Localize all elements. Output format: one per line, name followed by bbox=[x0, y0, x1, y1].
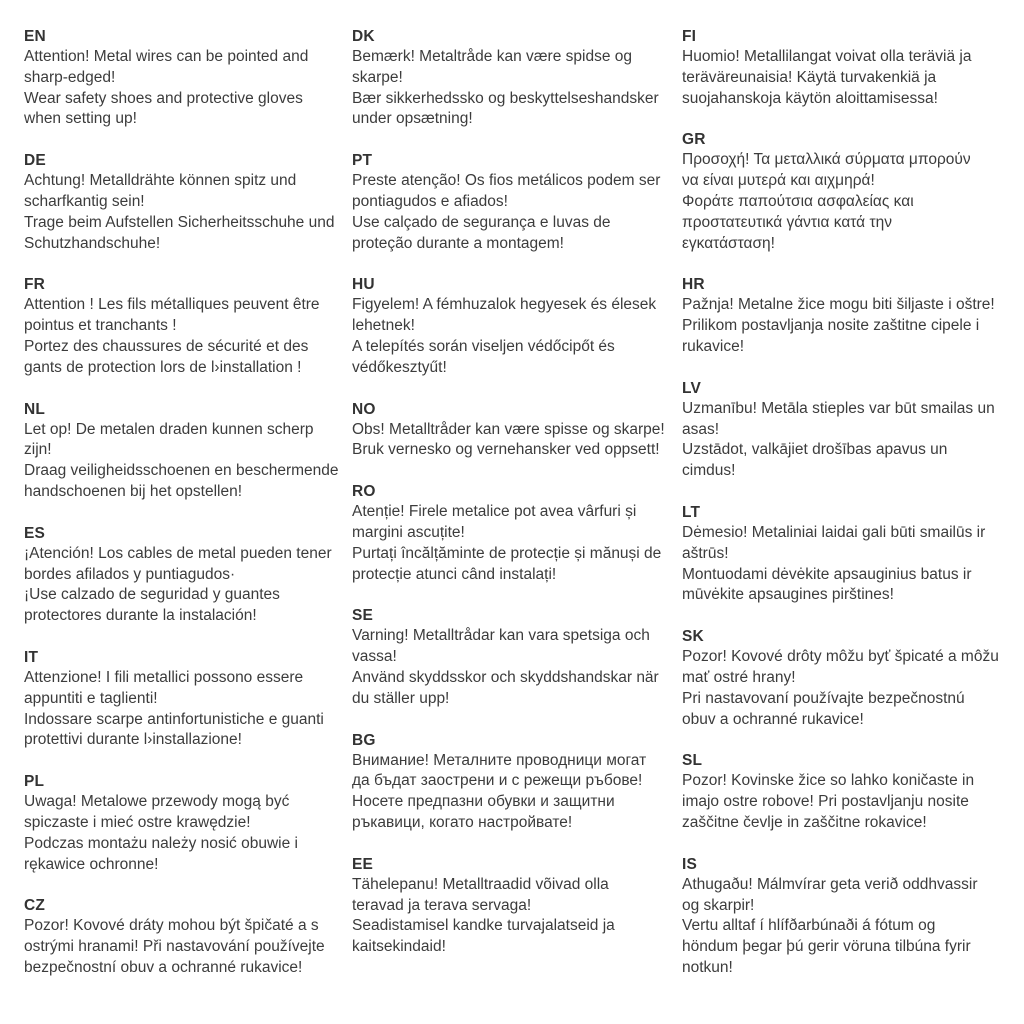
warning-line: appuntiti e taglienti! bbox=[24, 689, 158, 707]
warning-line: mať ostré hrany! bbox=[682, 668, 796, 686]
warning-line: sharp-edged! bbox=[24, 68, 116, 86]
warning-block-de bbox=[24, 150, 352, 254]
warning-line: Bemærk! Metaltråde kan være spidse og bbox=[352, 48, 632, 65]
warning-block-cz bbox=[24, 895, 352, 978]
warning-line: rukavice! bbox=[682, 337, 745, 355]
warning-line: teravad ja terava servaga! bbox=[352, 896, 532, 914]
warning-line: Seadistamisel kandke turvajalatseid ja bbox=[352, 917, 615, 935]
warning-line: Let op! De metalen draden kunnen scherp bbox=[24, 420, 314, 438]
language-code: PT bbox=[352, 152, 373, 170]
warning-line: Носете предпазни обувки и защитни bbox=[352, 793, 615, 811]
warning-block-no bbox=[352, 399, 682, 462]
warning-line: zijn! bbox=[24, 441, 52, 459]
warning-block-dk bbox=[352, 26, 682, 130]
warning-line: Tähelepanu! Metalltraadid võivad olla bbox=[352, 875, 609, 893]
warning-line: ostrými hranami! Při nastavování používejte bbox=[24, 938, 325, 956]
language-code: ES bbox=[24, 524, 46, 542]
warning-line: Athugaðu! Málmvírar geta verið oddhvassir bbox=[682, 875, 978, 893]
warning-block-hr bbox=[682, 274, 1024, 357]
warning-line: Uzstādot, valkājiet drošības apavus un bbox=[682, 441, 948, 459]
warning-line: Prilikom postavljanja nosite zaštitne cipele i bbox=[682, 317, 980, 335]
warning-line: zaščitne čevlje in zaščitne rokavice! bbox=[682, 813, 927, 831]
warning-line: Uwaga! Metalowe przewody mogą być bbox=[24, 793, 290, 811]
language-code: HU bbox=[352, 276, 375, 294]
language-code: SL bbox=[682, 752, 703, 770]
language-code: BG bbox=[352, 731, 376, 749]
warning-line: og skarpir! bbox=[682, 896, 755, 914]
warning-line: Indossare scarpe antinfortunistiche e guanti bbox=[24, 710, 324, 728]
warning-line: εγκατάσταση! bbox=[682, 234, 775, 252]
warning-block-sl bbox=[682, 750, 1024, 833]
warning-line: handschoenen bij het opstellen! bbox=[24, 482, 243, 500]
column-3 bbox=[682, 26, 1024, 1024]
warning-block-en bbox=[24, 26, 352, 130]
warning-block-lt bbox=[682, 502, 1024, 606]
language-code: IS bbox=[682, 855, 698, 873]
warning-line: да бъдат заострени и с режещи ръбове! bbox=[352, 772, 643, 790]
warning-line: Pozor! Kovové dráty mohou být špičaté a s bbox=[24, 917, 319, 935]
warning-line: ¡Use calzado de seguridad y guantes bbox=[24, 586, 280, 604]
warning-line: Uzmanību! Metāla stieples var būt smailas un bbox=[682, 399, 995, 417]
warning-line: teräväreunaisia! Käytä turvakenkiä ja bbox=[682, 68, 937, 86]
warning-line: protecție atunci când instalați! bbox=[352, 565, 557, 583]
language-code: SK bbox=[682, 628, 704, 646]
warning-line: cimdus! bbox=[682, 462, 736, 480]
warning-line: Pozor! Kovové drôty môžu byť špicaté a môžu bbox=[682, 648, 999, 666]
language-code: NL bbox=[24, 400, 46, 418]
warning-block-lv bbox=[682, 378, 1024, 482]
warning-line: Dėmesio! Metaliniai laidai gali būti smailūs ir bbox=[682, 523, 986, 541]
warning-line: aštrūs! bbox=[682, 544, 729, 562]
warning-line: gants de protection lors de l›installation ! bbox=[24, 358, 302, 376]
language-code: DK bbox=[352, 28, 375, 45]
warning-line: Huomio! Metallilangat voivat olla teräviä ja bbox=[682, 48, 972, 65]
language-code: PL bbox=[24, 773, 45, 791]
warning-line: obuv a ochranné rukavice! bbox=[682, 710, 864, 728]
warning-line: Attenzione! I fili metallici possono essere bbox=[24, 668, 304, 686]
language-code: RO bbox=[352, 483, 376, 501]
warning-line: proteção durante a montagem! bbox=[352, 234, 564, 252]
warning-line: Pri nastavovaní používajte bezpečnostnú bbox=[682, 689, 965, 707]
warning-line: Pozor! Kovinske žice so lahko koničaste in bbox=[682, 772, 975, 790]
warning-line: Använd skyddsskor och skyddshandskar när bbox=[352, 668, 659, 686]
warning-line: Pažnja! Metalne žice mogu biti šiljaste i oštre! bbox=[682, 296, 995, 314]
warning-line: asas! bbox=[682, 420, 720, 438]
warning-line: rękawice ochronne! bbox=[24, 855, 159, 873]
warning-line: Portez des chaussures de sécurité et des bbox=[24, 337, 309, 355]
warning-line: scharfkantig sein! bbox=[24, 192, 145, 210]
warning-line: Purtați încălțăminte de protecție și mănuși de bbox=[352, 544, 662, 562]
warning-block-hu bbox=[352, 274, 682, 378]
warning-line: Use calçado de segurança e luvas de bbox=[352, 213, 611, 231]
language-code: EE bbox=[352, 855, 374, 873]
language-code: FI bbox=[682, 28, 697, 45]
language-code: SE bbox=[352, 607, 374, 625]
warning-line: Obs! Metalltråder kan være spisse og skarpe! bbox=[352, 420, 665, 438]
warning-line: Podczas montażu należy nosić obuwie i bbox=[24, 834, 298, 852]
warning-line: Προσοχή! Τα μεταλλικά σύρματα μπορούν bbox=[682, 151, 971, 169]
warning-line: Trage beim Aufstellen Sicherheitsschuhe und bbox=[24, 213, 335, 231]
warning-line: Preste atenção! Os fios metálicos podem ser bbox=[352, 172, 661, 190]
warning-line: margini ascuțite! bbox=[352, 523, 465, 541]
warning-line: pointus et tranchants ! bbox=[24, 317, 177, 335]
language-code: DE bbox=[24, 152, 46, 170]
warning-block-is bbox=[682, 854, 1024, 979]
warning-block-bg bbox=[352, 730, 682, 834]
warning-line: Atenție! Firele metalice pot avea vârfuri și bbox=[352, 503, 637, 521]
warning-line: imajo ostre robove! Pri postavljanju nosite bbox=[682, 793, 969, 811]
warning-line: A telepítés során viseljen védőcipőt és bbox=[352, 337, 615, 355]
warning-block-es bbox=[24, 523, 352, 627]
language-code: IT bbox=[24, 648, 39, 666]
column-2 bbox=[352, 26, 682, 1024]
warning-line: να είναι μυτερά και αιχμηρά! bbox=[682, 172, 875, 190]
warning-line: Figyelem! A fémhuzalok hegyesek és élesek bbox=[352, 296, 657, 314]
warning-line: Varning! Metalltrådar kan vara spetsiga och bbox=[352, 627, 650, 645]
warning-line: Montuodami dėvėkite apsauginius batus ir bbox=[682, 565, 972, 583]
warning-line: mūvėkite apsaugines pirštines! bbox=[682, 586, 894, 604]
warning-line: under opsætning! bbox=[352, 110, 473, 128]
warning-line: kaitsekindaid! bbox=[352, 938, 446, 956]
warning-line: Bær sikkerhedssko og beskyttelseshandsker bbox=[352, 89, 659, 107]
warning-block-it bbox=[24, 647, 352, 751]
warning-block-fr bbox=[24, 274, 352, 378]
warning-line: du ställer upp! bbox=[352, 689, 450, 707]
warning-block-ee bbox=[352, 854, 682, 958]
warning-line: bordes afilados y puntiagudos· bbox=[24, 565, 236, 583]
language-code: LT bbox=[682, 503, 701, 521]
warning-line: védőkesztyűt! bbox=[352, 358, 447, 376]
warning-line: spiczaste i mieć ostre krawędzie! bbox=[24, 813, 251, 831]
warning-line: protectores durante la instalación! bbox=[24, 607, 257, 625]
warning-line: Achtung! Metalldrähte können spitz und bbox=[24, 172, 297, 190]
warning-block-nl bbox=[24, 399, 352, 503]
warning-line: protettivi durante l›installazione! bbox=[24, 731, 242, 749]
warning-block-pt bbox=[352, 150, 682, 254]
warning-line: vassa! bbox=[352, 648, 397, 666]
warning-line: ¡Atención! Los cables de metal pueden tener bbox=[24, 544, 332, 562]
warning-block-sk bbox=[682, 626, 1024, 730]
warning-line: höndum þegar þú gerir vöruna tilbúna fyrir bbox=[682, 938, 971, 956]
warning-line: pontiagudos e afiados! bbox=[352, 192, 508, 210]
language-code: FR bbox=[24, 276, 46, 294]
warning-line: Attention ! Les fils métalliques peuvent être bbox=[24, 296, 320, 314]
warning-line: Φοράτε παπούτσια ασφαλείας και bbox=[682, 192, 914, 210]
warning-block-ro bbox=[352, 481, 682, 585]
warning-block-se bbox=[352, 605, 682, 709]
column-1 bbox=[24, 26, 352, 1024]
warning-line: suojahanskoja käytön aloittamisessa! bbox=[682, 89, 938, 107]
warning-line: προστατευτικά γάντια κατά την bbox=[682, 213, 892, 231]
warning-line: ръкавици, когато настройвате! bbox=[352, 813, 573, 831]
warning-line: Wear safety shoes and protective gloves bbox=[24, 89, 303, 107]
warning-line: Draag veiligheidsschoenen en beschermende bbox=[24, 462, 339, 480]
warning-line: Vertu alltaf í hlífðarbúnaði á fótum og bbox=[682, 917, 936, 935]
language-code: HR bbox=[682, 276, 705, 294]
warning-line: bezpečnostní obuv a ochranné rukavice! bbox=[24, 958, 303, 976]
warning-line: Внимание! Металните проводници могат bbox=[352, 751, 647, 769]
warning-line: skarpe! bbox=[352, 68, 403, 86]
warning-line: Schutzhandschuhe! bbox=[24, 234, 161, 252]
warning-block-pl bbox=[24, 771, 352, 875]
warning-line: when setting up! bbox=[24, 110, 137, 128]
warning-line: notkun! bbox=[682, 958, 733, 976]
language-code: GR bbox=[682, 131, 706, 149]
language-code: LV bbox=[682, 379, 702, 397]
warning-line: Bruk vernesko og vernehansker ved oppsett! bbox=[352, 441, 660, 459]
warning-block-fi bbox=[682, 26, 1024, 109]
warning-line: lehetnek! bbox=[352, 317, 415, 335]
warning-block-gr bbox=[682, 129, 1024, 254]
language-code: CZ bbox=[24, 897, 46, 915]
warning-line: Attention! Metal wires can be pointed and bbox=[24, 48, 309, 65]
language-code: EN bbox=[24, 28, 46, 45]
language-code: NO bbox=[352, 400, 376, 418]
